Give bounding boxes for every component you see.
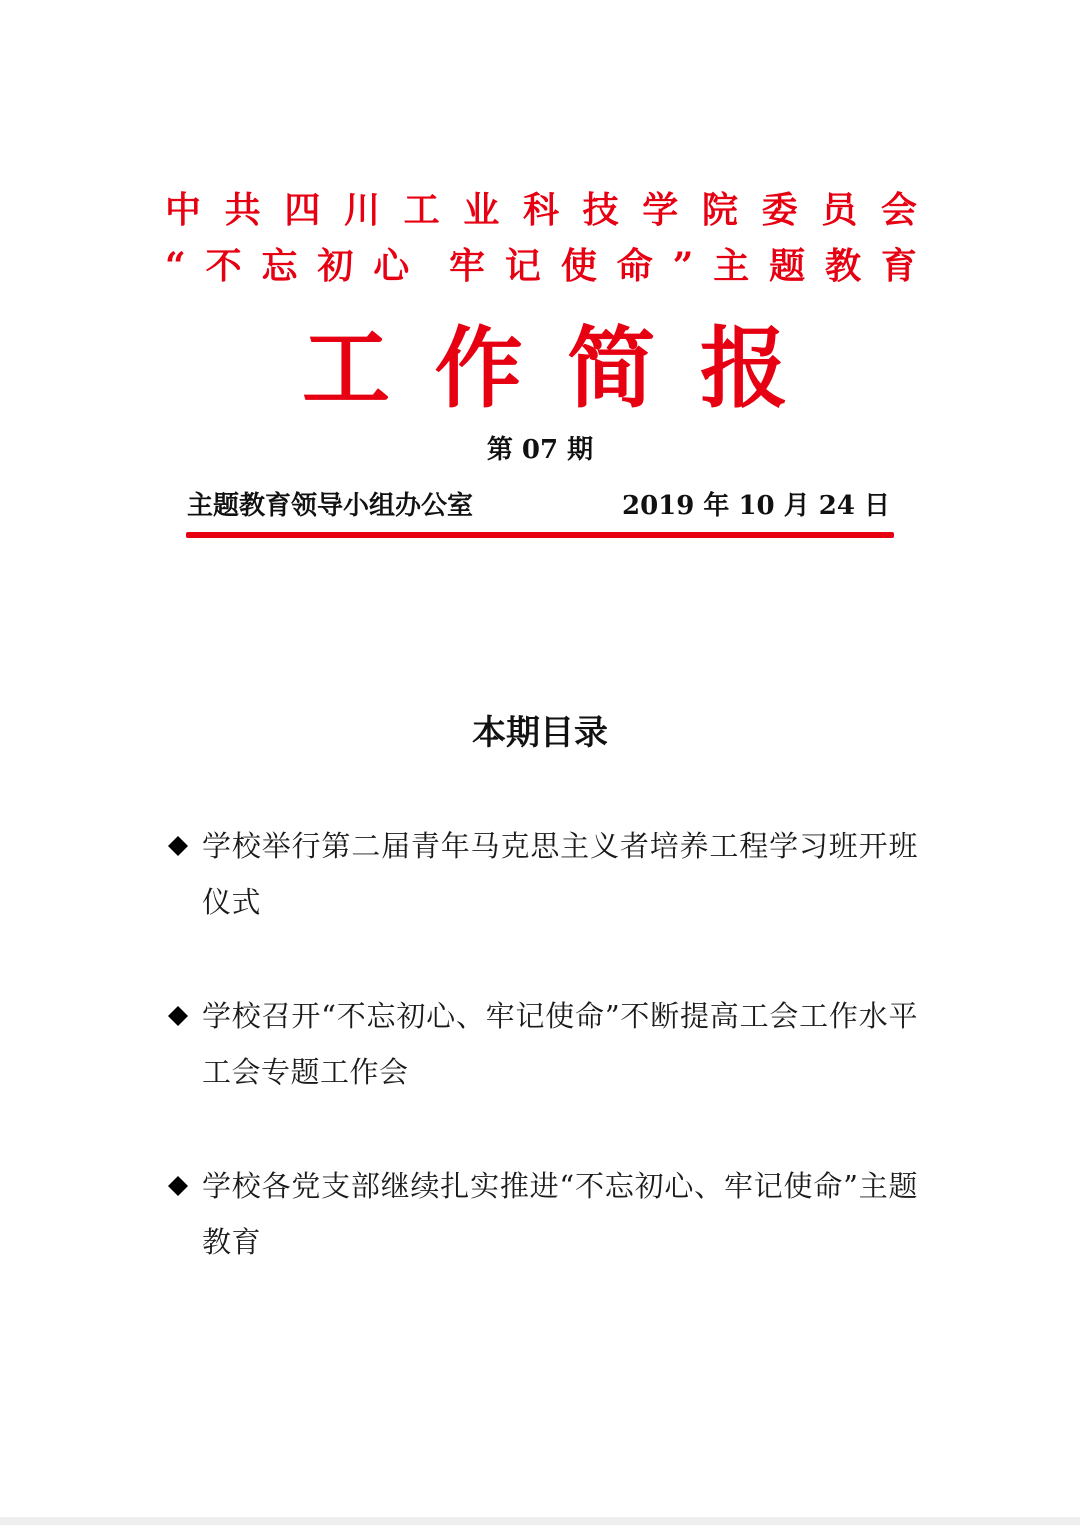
- toc-item-text: 学校举行第二届青年马克思主义者培养工程学习班开班仪式: [202, 829, 918, 919]
- issue-number: 第 07 期: [486, 435, 594, 465]
- diamond-bullet-icon: [165, 818, 191, 874]
- theme-char: 使: [560, 245, 597, 287]
- theme-char: 牢: [449, 245, 486, 287]
- toc-item[interactable]: [165, 988, 925, 1100]
- title-char: 简: [567, 316, 656, 420]
- theme-char: 教: [824, 245, 861, 287]
- org-name-char: 委: [761, 189, 798, 231]
- org-name-char: 业: [463, 189, 500, 231]
- org-name-char: 会: [880, 189, 917, 231]
- org-name-char: 共: [224, 189, 261, 231]
- theme-char: 命: [616, 245, 653, 287]
- title-char: 报: [699, 316, 788, 420]
- diamond-bullet-icon: [165, 988, 191, 1044]
- org-name-char: 技: [582, 189, 619, 231]
- bulletin-title: [300, 318, 790, 418]
- theme-char: 不: [205, 245, 242, 287]
- issue-date: 2019 年 10 月 24 日: [622, 491, 890, 521]
- org-name-char: 科: [522, 189, 559, 231]
- theme-char: 题: [769, 245, 806, 287]
- org-name-char: 川: [343, 189, 380, 231]
- issuing-office: 主题教育领导小组办公室: [187, 491, 474, 521]
- toc-item[interactable]: [165, 818, 925, 930]
- title-char: 作: [434, 316, 523, 420]
- org-name-char: 四: [284, 189, 321, 231]
- theme-char: 初: [317, 245, 354, 287]
- theme-char: ”: [672, 245, 694, 287]
- theme-char: 心: [373, 245, 410, 287]
- diamond-bullet-icon: [165, 1158, 191, 1214]
- red-divider-line: [186, 532, 894, 538]
- page-bottom-band: [0, 1517, 1080, 1525]
- toc-title: 本期目录: [472, 713, 608, 753]
- toc-item-text: 学校召开“不忘初心、牢记使命”不断提高工会工作水平工会专题工作会: [202, 999, 918, 1089]
- org-name-char: 工: [403, 189, 440, 231]
- org-name-char: 院: [701, 189, 738, 231]
- toc-item-text: 学校各党支部继续扎实推进“不忘初心、牢记使命”主题教育: [202, 1169, 918, 1259]
- theme-char: “: [165, 245, 186, 287]
- org-name-line: [165, 190, 917, 230]
- theme-char: 忘: [261, 245, 298, 287]
- org-name-char: 学: [642, 189, 679, 231]
- org-name-char: 员: [821, 189, 858, 231]
- theme-line: [165, 246, 917, 286]
- org-name-char: 中: [165, 189, 202, 231]
- theme-char: 育: [880, 245, 917, 287]
- title-char: 工: [301, 316, 390, 420]
- toc-item[interactable]: [165, 1158, 925, 1270]
- theme-char: 主: [713, 245, 750, 287]
- theme-char: 记: [504, 245, 541, 287]
